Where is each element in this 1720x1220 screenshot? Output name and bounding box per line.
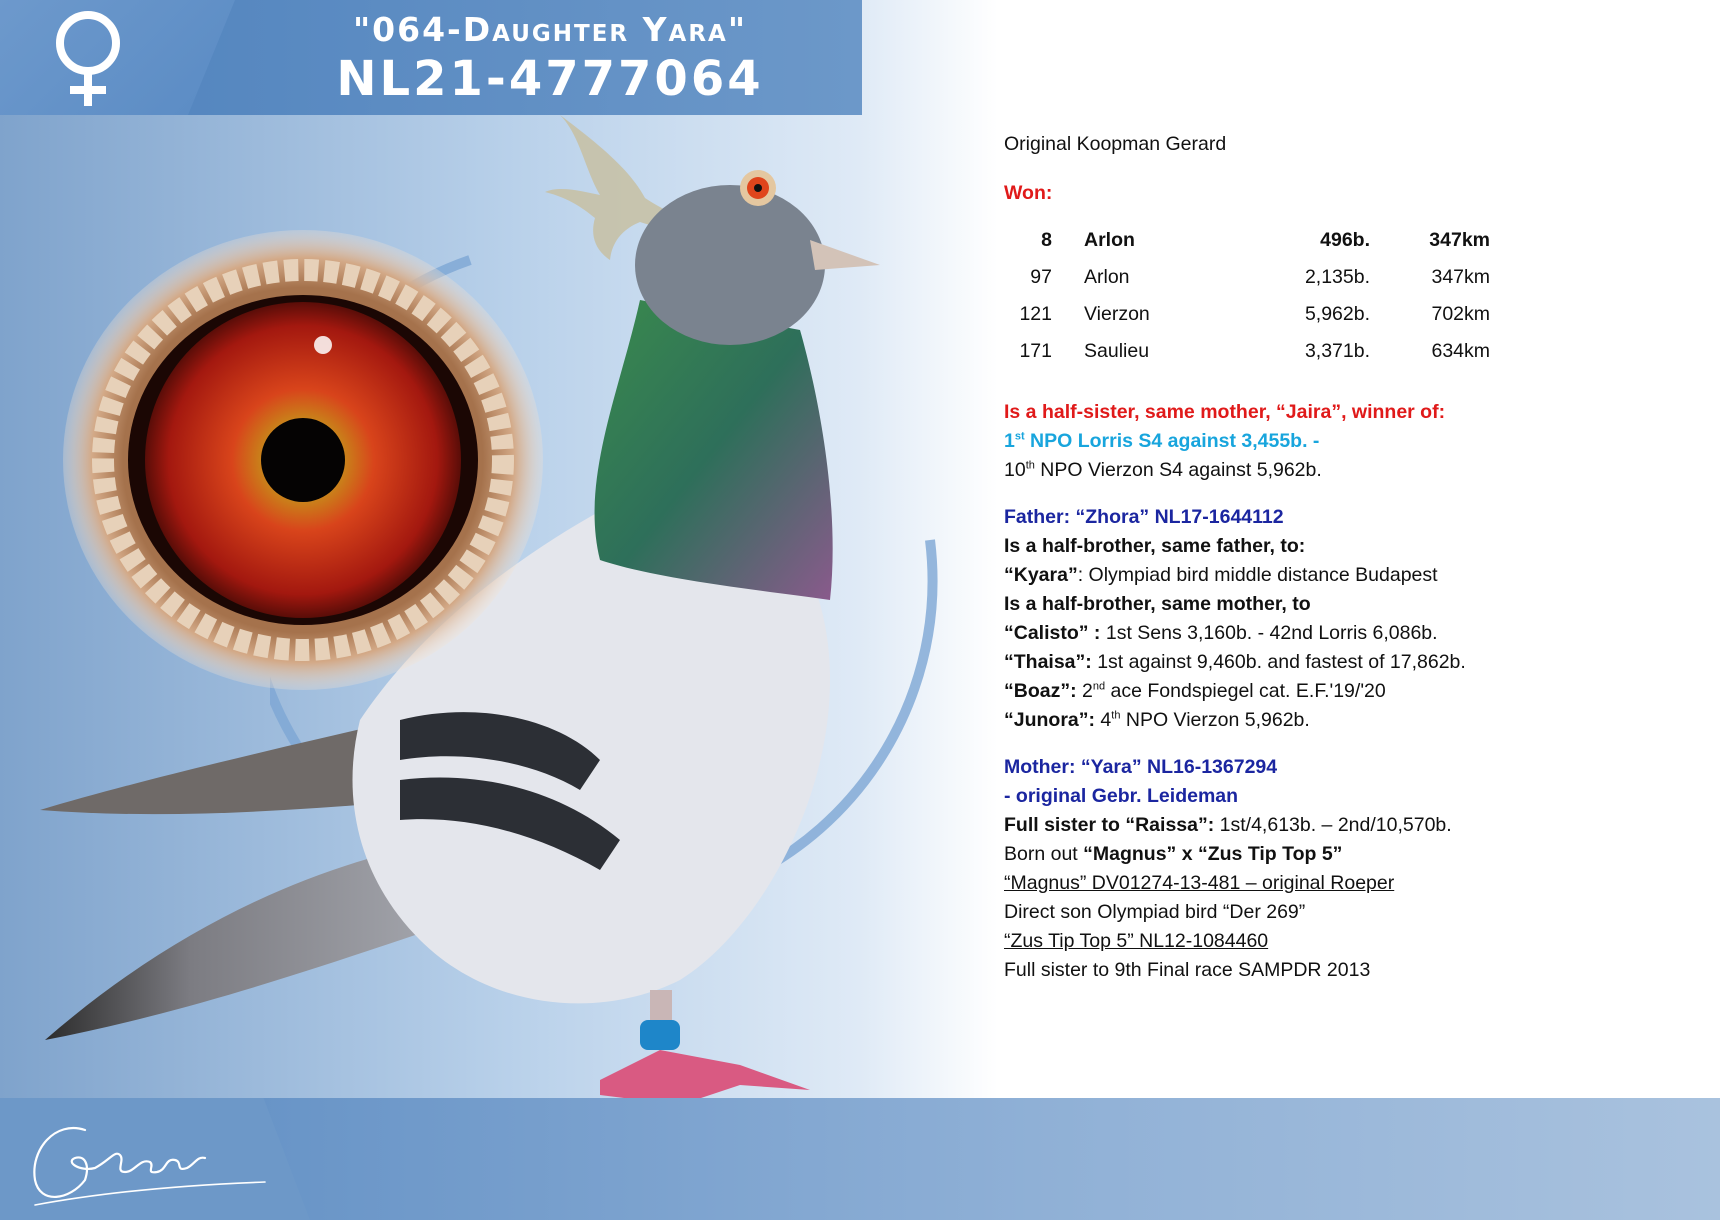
line-text: ace Fondspiegel cat. E.F.'19/'20 xyxy=(1105,680,1386,702)
half-sister-line-2 xyxy=(1004,456,1684,485)
origin-line: Original Koopman Gerard xyxy=(1004,133,1227,155)
sibling-name: “Junora”: xyxy=(1004,709,1096,731)
mother-line-1 xyxy=(1004,811,1684,840)
ordinal-suffix: nd xyxy=(1092,680,1106,693)
father-line-7 xyxy=(1004,706,1684,735)
result-distance: 634km xyxy=(1431,340,1490,362)
line-text: : Olympiad bird middle distance Budapest xyxy=(1077,564,1438,586)
result-position: 97 xyxy=(1030,266,1052,288)
won-label: Won: xyxy=(1004,182,1053,204)
mother-subheading: - original Gebr. Leideman xyxy=(1004,785,1239,807)
father-heading: Father: “Zhora” NL17-1644112 xyxy=(1004,506,1284,528)
mother-line-6: Full sister to 9th Final race SAMPDR 2013 xyxy=(1004,959,1371,981)
result-birds: 5,962b. xyxy=(1304,303,1370,325)
result-race: Arlon xyxy=(1084,266,1130,288)
result-birds: 496b. xyxy=(1320,229,1370,251)
line-text: Born out xyxy=(1004,843,1084,865)
female-symbol-icon xyxy=(46,8,136,108)
line-text: 1st against 9,460b. and fastest of 17,862b. xyxy=(1091,651,1466,673)
ring-number: NL21-4777064 xyxy=(336,51,764,107)
ordinal-number: 10 xyxy=(1004,459,1026,481)
father-line-4 xyxy=(1004,619,1684,648)
ordinal-number: 1 xyxy=(1004,430,1015,452)
mother-line-3: “Magnus” DV01274-13-481 – original Roeper xyxy=(1004,872,1395,894)
ordinal-number: 2 xyxy=(1076,680,1093,702)
ordinal-suffix: st xyxy=(1014,430,1025,443)
eye-closeup-photo xyxy=(58,225,548,695)
result-row xyxy=(1004,259,1490,296)
mother-line-2 xyxy=(1004,840,1684,869)
line-text: 1st Sens 3,160b. - 42nd Lorris 6,086b. xyxy=(1100,622,1438,644)
result-position: 8 xyxy=(1041,229,1052,251)
signature-logo xyxy=(15,1110,275,1210)
father-line-6 xyxy=(1004,677,1684,706)
sibling-name: “Boaz”: xyxy=(1004,680,1077,702)
result-birds: 3,371b. xyxy=(1304,340,1370,362)
ordinal-number: 4 xyxy=(1095,709,1112,731)
result-race: Arlon xyxy=(1084,229,1135,251)
result-birds: 2,135b. xyxy=(1304,266,1370,288)
mother-line-5: “Zus Tip Top 5” NL12-1084460 xyxy=(1004,930,1269,952)
half-sister-line-1 xyxy=(1004,427,1684,456)
result-distance: 347km xyxy=(1429,229,1490,251)
result-position: 171 xyxy=(1019,340,1052,362)
result-race: Saulieu xyxy=(1084,340,1150,362)
line-text: NPO Vierzon 5,962b. xyxy=(1120,709,1310,731)
result-position: 121 xyxy=(1019,303,1052,325)
result-row xyxy=(1004,333,1490,370)
father-line-5 xyxy=(1004,648,1684,677)
pedigree-text-panel xyxy=(1004,130,1684,985)
line-text: 1st/4,613b. – 2nd/10,570b. xyxy=(1214,814,1452,836)
results-table xyxy=(1004,222,1490,370)
sibling-name: “Calisto” : xyxy=(1004,622,1101,644)
father-line-1: Is a half-brother, same father, to: xyxy=(1004,535,1306,557)
result-row xyxy=(1004,296,1490,333)
sibling-name: Full sister to “Raissa”: xyxy=(1004,814,1215,836)
line-text: NPO Vierzon S4 against 5,962b. xyxy=(1034,459,1322,481)
sibling-name: “Kyara” xyxy=(1004,564,1078,586)
bird-name: "064-Daughter Yara" xyxy=(352,10,748,49)
parents-names: “Magnus” x “Zus Tip Top 5” xyxy=(1083,843,1343,865)
result-row xyxy=(1004,222,1490,259)
sibling-name: “Thaisa”: xyxy=(1004,651,1092,673)
result-race: Vierzon xyxy=(1084,303,1150,325)
half-sister-heading: Is a half-sister, same mother, “Jaira”, winner of: xyxy=(1004,401,1446,423)
mother-heading: Mother: “Yara” NL16-1367294 xyxy=(1004,756,1278,778)
line-text: NPO Lorris S4 against 3,455b. - xyxy=(1024,430,1320,452)
result-distance: 702km xyxy=(1431,303,1490,325)
father-line-2 xyxy=(1004,561,1684,590)
result-distance: 347km xyxy=(1431,266,1490,288)
ordinal-suffix: th xyxy=(1025,459,1035,472)
father-line-3: Is a half-brother, same mother, to xyxy=(1004,593,1311,615)
ordinal-suffix: th xyxy=(1111,709,1121,722)
title-block xyxy=(240,10,860,107)
mother-line-4: Direct son Olympiad bird “Der 269” xyxy=(1004,901,1306,923)
